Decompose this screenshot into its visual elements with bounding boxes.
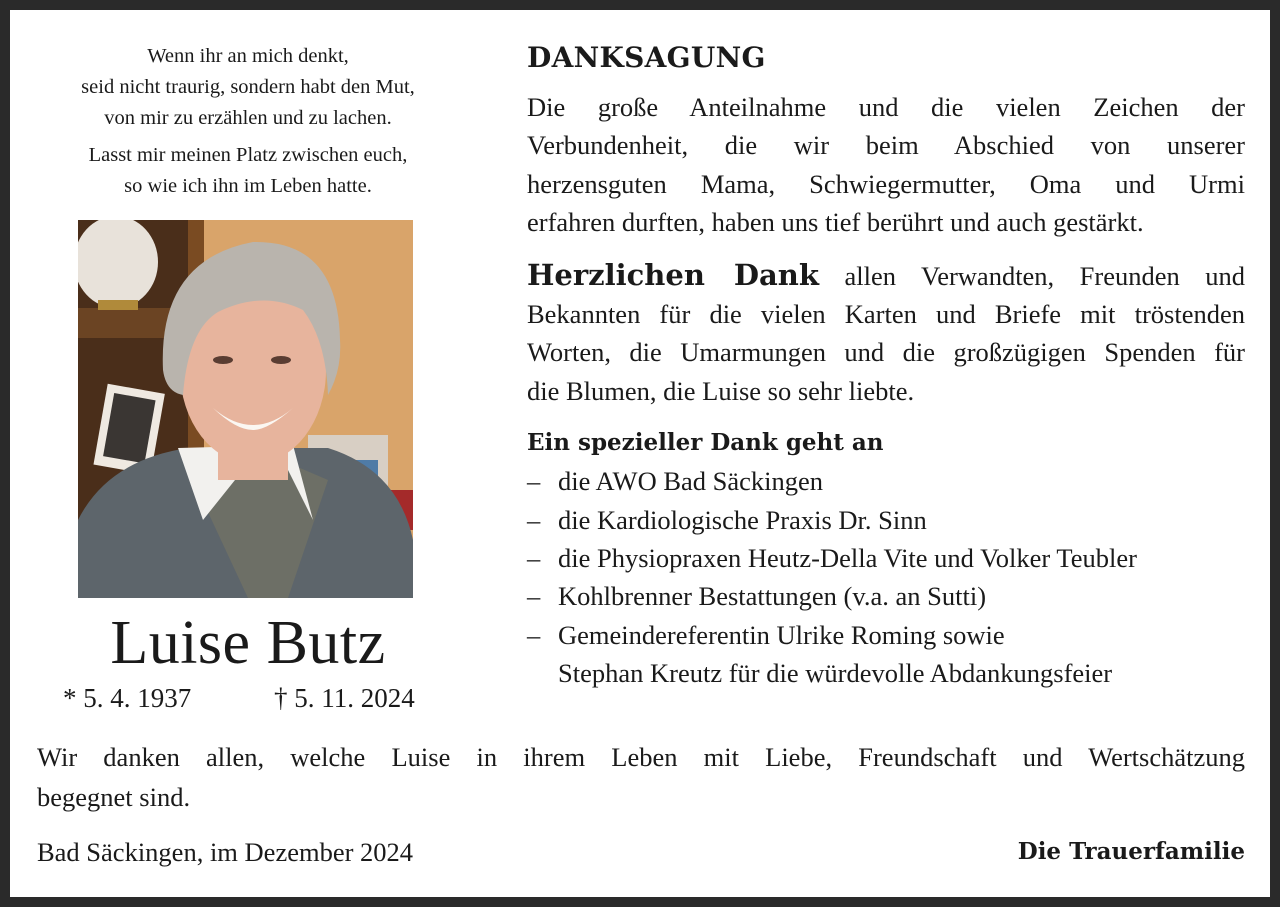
poem-stanza-2: [38, 140, 458, 202]
text-line: Verbundenheit, die wir beim Abschied von unserer: [527, 130, 1245, 161]
deceased-name: Luise Butz: [110, 609, 386, 677]
list-item-text: Kohlbrenner Bestattungen (v.a. an Sutti): [558, 581, 987, 612]
list-item-text: Gemeindereferentin Ulrike Roming sowie: [558, 619, 1005, 650]
place-date: Bad Säckingen, im Dezember 2024: [37, 837, 414, 867]
poem-line: Wenn ihr an mich denkt,: [147, 45, 349, 67]
closing-paragraph: [37, 737, 1245, 817]
text-line: erfahren durften, haben uns tief berührt und auch gestärkt.: [527, 207, 1144, 238]
dash-bullet: –: [527, 466, 541, 497]
list-item-text: die AWO Bad Säckingen: [558, 466, 824, 497]
portrait-photo: [78, 220, 413, 598]
special-thanks-title: Ein spezieller Dank geht an: [527, 429, 884, 457]
death-date: † 5. 11. 2024: [274, 683, 415, 713]
paragraph-sympathy: [527, 88, 1245, 242]
text-line: Bekannten für die vielen Karten und Briefe mit tröstenden: [527, 299, 1245, 330]
dash-bullet: –: [527, 581, 541, 612]
poem-line: seid nicht traurig, sondern habt den Mut,: [81, 76, 415, 98]
list-item: [527, 577, 1245, 615]
text-line: begegnet sind.: [37, 782, 191, 812]
lead-text: Herzlichen Dank: [527, 257, 819, 292]
text-line: die Blumen, die Luise so sehr liebte.: [527, 375, 915, 406]
poem-stanza-1: [38, 41, 458, 134]
text-line: Worten, die Umarmungen und die großzügigen Spenden für: [527, 337, 1245, 368]
dash-bullet: –: [527, 504, 541, 535]
text-line: Die große Anteilnahme und die vielen Zeichen der: [527, 92, 1245, 122]
signature: Die Trauerfamilie: [1017, 838, 1245, 865]
lead-rest: allen Verwandten, Freunden und: [819, 260, 1246, 291]
list-item: [527, 501, 1245, 539]
obituary-card: [10, 10, 1270, 897]
text-line: [527, 256, 1245, 295]
thanks-column: [527, 37, 1245, 693]
special-thanks-list: [527, 462, 1245, 692]
text-line: herzensguten Mama, Schwiegermutter, Oma und Urmi: [527, 168, 1245, 199]
list-item-continuation: Stephan Kreutz für die würdevolle Abdankungsfeier: [558, 658, 1113, 689]
list-item: [527, 462, 1245, 500]
poem-line: von mir zu erzählen und zu lachen.: [104, 107, 392, 129]
page-title: DANKSAGUNG: [527, 41, 766, 74]
list-item: [527, 616, 1245, 693]
text-line: Wir danken allen, welche Luise in ihrem Leben mit Liebe, Freundschaft und Wertschätzung: [37, 742, 1245, 772]
list-item: [527, 539, 1245, 577]
list-item-text: die Kardiologische Praxis Dr. Sinn: [558, 504, 927, 535]
birth-date: * 5. 4. 1937: [63, 683, 192, 713]
dash-bullet: –: [527, 619, 541, 650]
dash-bullet: –: [527, 543, 541, 574]
paragraph-thanks: [527, 256, 1245, 411]
poem-line: Lasst mir meinen Platz zwischen euch,: [88, 144, 408, 166]
poem: [38, 41, 458, 208]
list-item-text: die Physiopraxen Heutz-Della Vite und Volker Teubler: [558, 543, 1137, 574]
poem-line: so wie ich ihn im Leben hatte.: [124, 175, 372, 197]
